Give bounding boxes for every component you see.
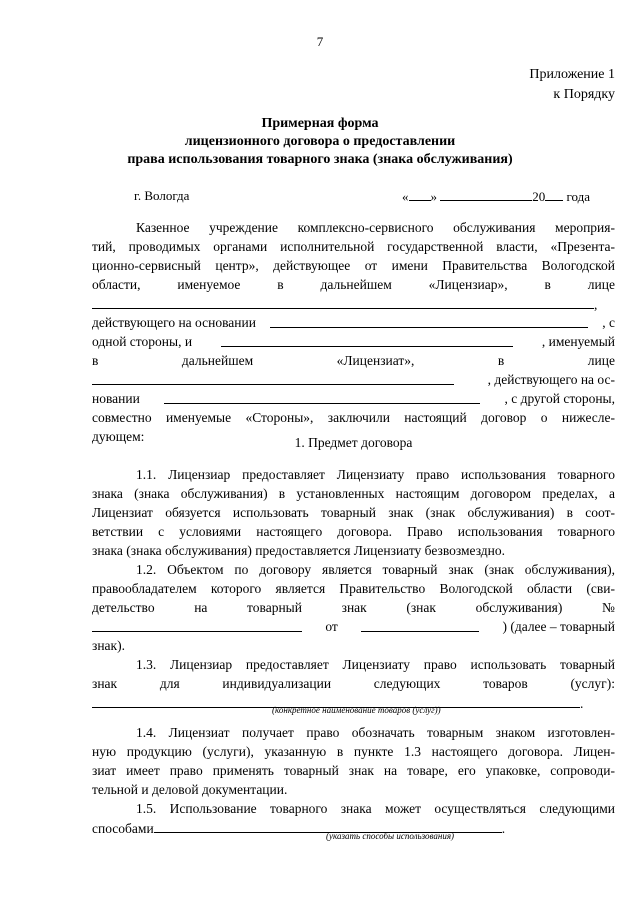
word: (знак [406, 600, 436, 615]
p1-2-line-2: правообладателем которого является Правительство Вологодской области (сви- [92, 581, 615, 596]
word: товаров [483, 676, 528, 691]
word: именуемое [177, 277, 241, 292]
p1-2-line-3 [92, 598, 615, 617]
p1-4-line-1: 1.4. Лицензиат получает право обозначать товарным знаком изготовлен- [136, 725, 615, 740]
p1-3-line-1: 1.3. Лицензиар предоставляет Лицензиату право использовать товарный [136, 657, 615, 672]
word: детельство [92, 600, 155, 615]
word: (услуг): [570, 676, 615, 691]
page-number: 7 [316, 34, 324, 49]
intro-line-5 [92, 294, 615, 313]
text: , с другой стороны, [504, 391, 615, 406]
comma: , [594, 297, 598, 312]
p1-1-line-4: ветствии с условиями настоящего договора. Право использования товарного [92, 524, 615, 539]
p1-4-line-3: зиат имеет право применять товарный знак на товаре, его упаковке, сопроводи- [92, 763, 615, 778]
title-line-3: права использования товарного знака (знака обслуживания) [127, 152, 513, 167]
word: «Лицензиар», [428, 277, 508, 292]
p1-1-line-2: знака (знака обслуживания) в установленных настоящим договором пределах, а [92, 486, 615, 501]
intro-line-2: тий, проводимых органами исполнительной государственной власти, «Презента- [92, 239, 615, 254]
p1-1-line-5: знака (знака обслуживания) предоставляется Лицензиату безвозмездно. [92, 543, 506, 558]
text: действующего на основании [92, 315, 256, 330]
quote-close: » [430, 189, 437, 204]
word: дальнейшем [320, 277, 392, 292]
p1-2-line-4 [92, 617, 615, 636]
p1-4-line-4: тельной и деловой документации. [92, 782, 288, 797]
text: способами [92, 821, 154, 836]
licensor-basis-blank[interactable] [270, 313, 588, 328]
licensee-basis-blank[interactable] [164, 389, 480, 404]
text: , именуемый [541, 334, 615, 349]
appendix-line-1: Приложение 1 [529, 67, 615, 82]
usage-caption: (указать способы использования) [326, 831, 455, 841]
text: , с [602, 315, 615, 330]
p1-2-line-5: знак). [92, 638, 125, 653]
word: «Лицензиат», [336, 353, 415, 368]
word: обслуживания) [475, 600, 563, 615]
p1-4-line-2: ную продукцию (услуги), указанную в пункте 1.3 настоящего договора. Лицен- [92, 744, 615, 759]
year-prefix: 20 [532, 189, 546, 204]
p1-1-line-1: 1.1. Лицензиар предоставляет Лицензиату право использования товарного [136, 467, 615, 482]
word: товарный [247, 600, 302, 615]
intro-line-11: совместно именуемые «Стороны», заключили настоящий договор о нижесле- [92, 410, 615, 425]
word: знак [341, 600, 367, 615]
word: в [544, 277, 551, 292]
licensee-representative-blank[interactable] [92, 370, 454, 385]
day-blank[interactable] [409, 186, 431, 201]
intro-line-1: Казенное учреждение комплексно-сервисного обслуживания мероприя- [136, 220, 615, 235]
title-line-2: лицензионного договора о предоставлении [184, 134, 456, 149]
intro-line-4 [92, 275, 615, 294]
certificate-date-blank[interactable] [361, 617, 479, 632]
text: . [501, 821, 506, 836]
quote-open: « [402, 189, 409, 204]
city: г. Вологда [134, 188, 190, 203]
intro-line-3: ционно-сервисный центр», действующее от имени Правительства Вологодской [92, 258, 615, 273]
document-title [0, 115, 640, 169]
p1-2-line-1: 1.2. Объектом по договору является товарный знак (знак обслуживания), [136, 562, 615, 577]
word: индивидуализации [222, 676, 332, 691]
month-blank[interactable] [440, 186, 532, 201]
word: лице [587, 353, 615, 368]
word: для [159, 676, 180, 691]
year-suffix: года [566, 189, 591, 204]
p1-3-line-2 [92, 674, 615, 693]
licensor-representative-blank[interactable] [92, 294, 594, 309]
intro-line-12: дующем: [92, 429, 145, 444]
appendix-block [529, 65, 615, 105]
word: на [194, 600, 208, 615]
text: , действующего на ос- [487, 372, 615, 387]
section-1-heading: 1. Предмет договора [294, 435, 413, 450]
intro-line-6 [92, 313, 615, 332]
text: . [580, 696, 584, 711]
word: в [497, 353, 505, 368]
intro-line-9 [92, 370, 615, 389]
goods-caption: (конкретное наименование товаров (услуг)) [272, 705, 441, 715]
p1-1-line-3: Лицензиат обязуется использовать товарный знак (знак обслуживания) в соот- [92, 505, 615, 520]
certificate-number-blank[interactable] [92, 617, 302, 632]
word: лице [587, 277, 615, 292]
word: дальнейшем [181, 353, 254, 368]
word: следующих [373, 676, 441, 691]
text: ) (далее – товарный [502, 619, 615, 634]
word: № [602, 600, 615, 615]
title-line-1: Примерная форма [261, 116, 379, 131]
date-field [402, 186, 590, 206]
word: в [277, 277, 284, 292]
word: знак [92, 676, 118, 691]
intro-line-7 [92, 332, 615, 351]
intro-line-8 [92, 351, 615, 370]
text: от [325, 619, 338, 634]
intro-line-10 [92, 389, 615, 408]
text: одной стороны, и [92, 334, 193, 349]
p1-5-line-1: 1.5. Использование товарного знака может осуществляться следующими [136, 801, 615, 816]
licensee-name-blank[interactable] [221, 332, 513, 347]
year-blank[interactable] [545, 186, 563, 201]
word: в [92, 353, 99, 368]
word: области, [92, 277, 141, 292]
text: новании [92, 391, 140, 406]
appendix-line-2: к Порядку [553, 87, 615, 102]
